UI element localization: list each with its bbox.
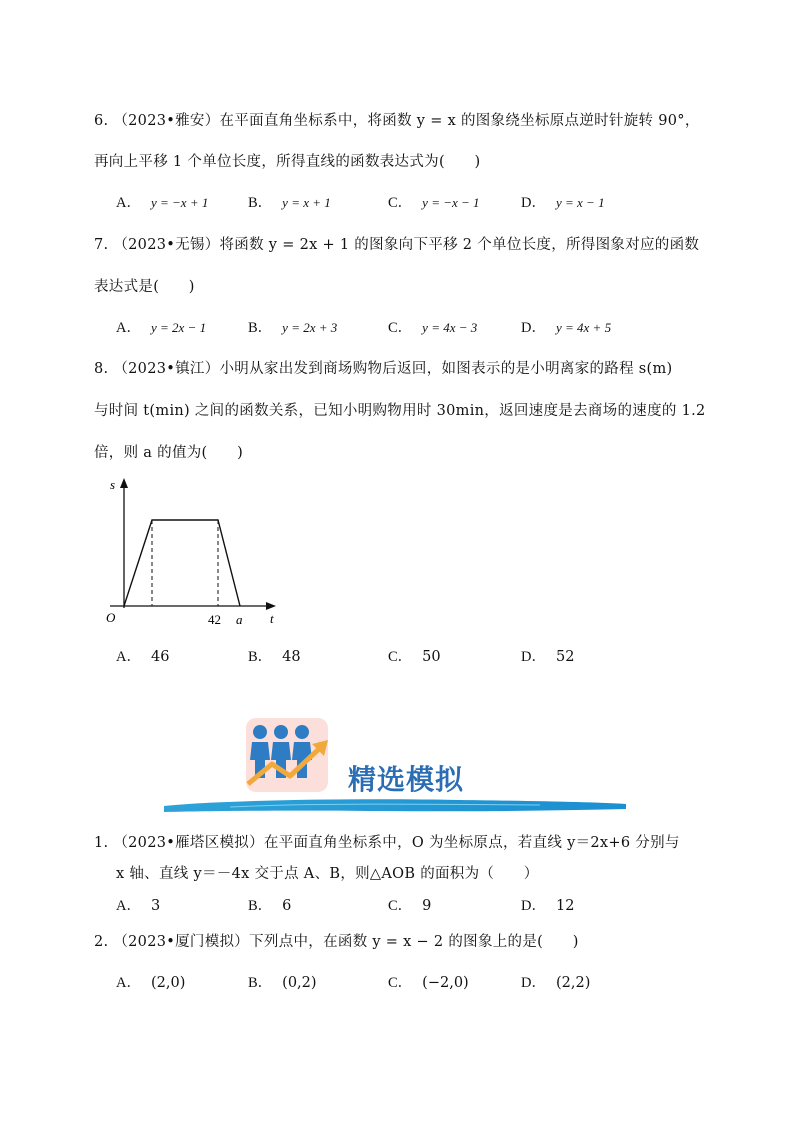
x-axis-label: t bbox=[270, 611, 274, 626]
q8-stem-line1: 8. （2023•镇江）小明从家出发到商场购物后返回，如图表示的是小明离家的路程 s(m) bbox=[94, 361, 673, 377]
tick-label-42: 42 bbox=[208, 612, 221, 627]
q8-stem-line2: 与时间 t(min) 之间的函数关系，已知小明购物用时 30min，返回速度是去商场的速度的 1.2 bbox=[94, 403, 706, 419]
s1-option-b[interactable]: B． 6 bbox=[248, 898, 292, 914]
q8-option-c[interactable]: C． 50 bbox=[388, 649, 441, 665]
q6-stem-line1: 6. （2023•雅安）在平面直角坐标系中，将函数 y = x 的图象绕坐标原点逆时针旋转 90°， bbox=[94, 113, 700, 129]
people-growth-icon bbox=[246, 718, 328, 792]
brush-stroke bbox=[164, 799, 626, 812]
y-axis-label: s bbox=[110, 477, 116, 492]
q7-option-d[interactable]: D． y = 4x + 5 bbox=[521, 320, 612, 336]
tick-label-a: a bbox=[236, 612, 243, 627]
distance-time-graph bbox=[90, 476, 290, 631]
section-title: 精选模拟 bbox=[348, 763, 465, 796]
s1-option-d[interactable]: D． 12 bbox=[521, 898, 575, 914]
q7-option-c[interactable]: C． y = 4x − 3 bbox=[388, 320, 478, 336]
s2-option-b[interactable]: B． (0,2) bbox=[248, 975, 317, 991]
s2-option-d[interactable]: D． (2,2) bbox=[521, 975, 591, 991]
y-axis-arrow bbox=[120, 478, 128, 488]
s1-option-c[interactable]: C． 9 bbox=[388, 898, 432, 914]
q8-stem-line3: 倍，则 a 的值为( ) bbox=[94, 445, 244, 461]
q6-stem-line2: 再向上平移 1 个单位长度，所得直线的函数表达式为( ) bbox=[94, 154, 481, 170]
q7-option-b[interactable]: B． y = 2x + 3 bbox=[248, 320, 338, 336]
q6-option-c[interactable]: C． y = −x − 1 bbox=[388, 195, 480, 211]
q7-stem-line2: 表达式是( ) bbox=[94, 279, 195, 295]
q8-option-a[interactable]: A． 46 bbox=[116, 649, 170, 665]
graph-line bbox=[124, 520, 240, 606]
s2-option-c[interactable]: C． (−2,0) bbox=[388, 975, 469, 991]
q6-option-b[interactable]: B． y = x + 1 bbox=[248, 195, 331, 211]
s2-option-a[interactable]: A． (2,0) bbox=[116, 975, 186, 991]
q6-option-a[interactable]: A． y = −x + 1 bbox=[116, 195, 209, 211]
q6-option-d[interactable]: D． y = x − 1 bbox=[521, 195, 605, 211]
origin-label: O bbox=[106, 610, 116, 625]
q7-option-a[interactable]: A． y = 2x − 1 bbox=[116, 320, 207, 336]
x-axis-arrow bbox=[266, 602, 276, 610]
q8-option-d[interactable]: D． 52 bbox=[521, 649, 575, 665]
q8-option-b[interactable]: B． 48 bbox=[248, 649, 301, 665]
q7-stem-line1: 7. （2023•无锡）将函数 y = 2x + 1 的图象向下平移 2 个单位长度，所得图象对应的函数 bbox=[94, 237, 700, 253]
s1-stem-line1: 1. （2023•雁塔区模拟）在平面直角坐标系中，O 为坐标原点，若直线 y＝2x+6 分别与 bbox=[94, 835, 680, 851]
s1-option-a[interactable]: A． 3 bbox=[116, 898, 161, 914]
s1-stem-line2: x 轴、直线 y＝－4x 交于点 A、B，则△AOB 的面积为（ ） bbox=[116, 866, 539, 882]
s2-stem-line1: 2. （2023•厦门模拟）下列点中，在函数 y = x − 2 的图象上的是( ) bbox=[94, 934, 579, 950]
